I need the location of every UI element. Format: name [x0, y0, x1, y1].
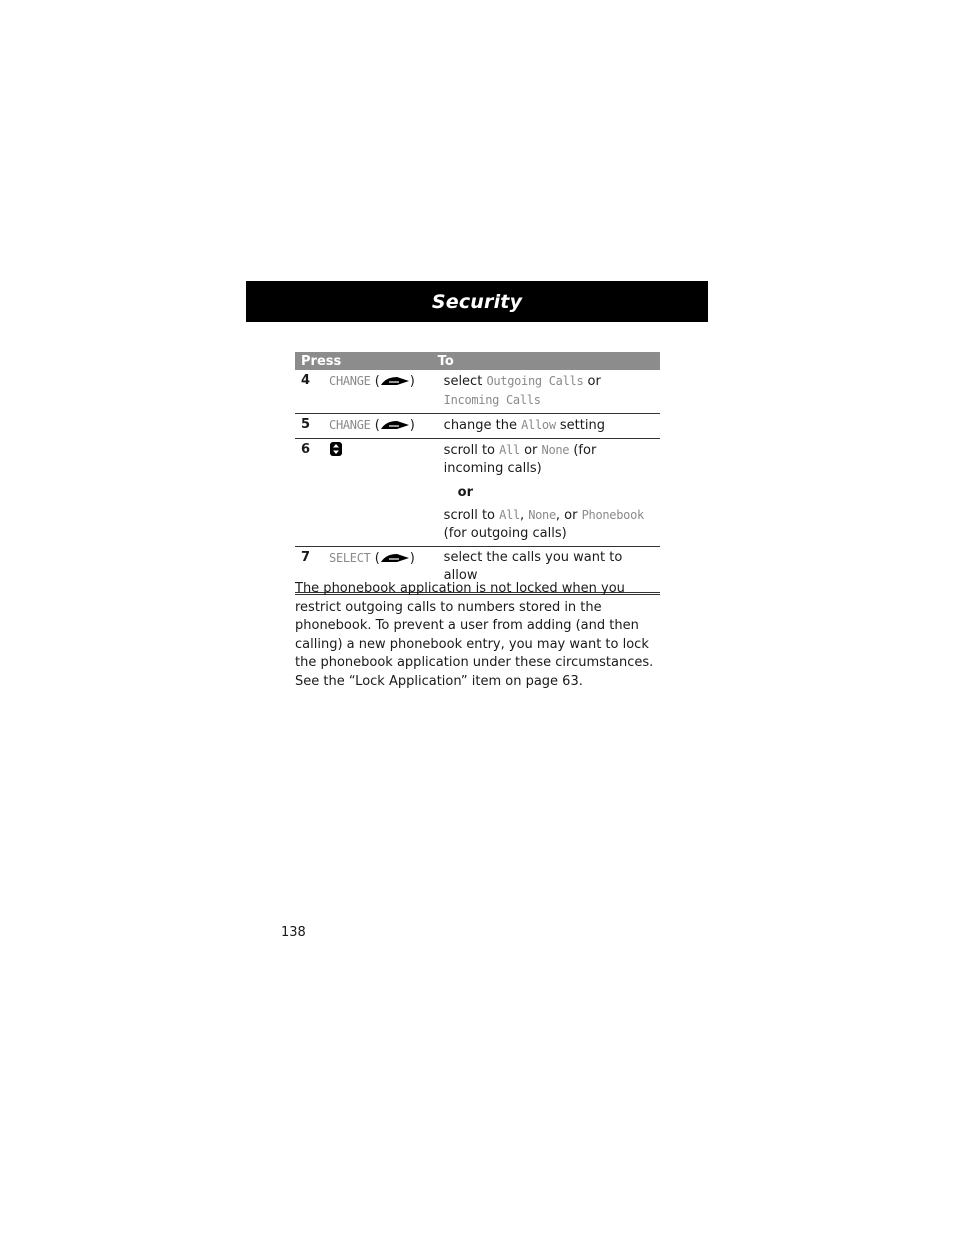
steps-table: [295, 352, 660, 595]
step-number: 7: [295, 547, 329, 594]
to-cell: [436, 370, 660, 414]
menu-option: None: [541, 443, 570, 457]
to-text: scroll to: [443, 443, 500, 458]
to-text: or: [519, 443, 542, 458]
press-cell: [329, 439, 436, 547]
section-title: Security: [431, 290, 523, 313]
menu-option: All: [499, 443, 520, 457]
to-cell: [436, 439, 660, 547]
to-text: change the: [443, 418, 522, 433]
to-text: (for outgoing calls): [443, 526, 567, 541]
to-text: or: [583, 374, 601, 389]
step-number: 5: [295, 414, 329, 439]
to-text: setting: [555, 418, 605, 433]
table-header-row: [295, 352, 660, 370]
to-text: select: [443, 374, 487, 389]
paren-open: (: [370, 551, 380, 566]
right-soft-key-icon: [380, 552, 410, 564]
table-row: [295, 370, 660, 414]
step-number: 6: [295, 439, 329, 547]
paren-close: ): [409, 374, 415, 389]
menu-option: Outgoing Calls: [486, 374, 584, 388]
to-text: (for incoming calls): [443, 443, 597, 476]
navigation-key-icon: [329, 441, 343, 457]
to-text: , or: [555, 508, 582, 523]
menu-option: None: [528, 508, 556, 522]
paren-close: ): [409, 418, 415, 433]
paren-open: (: [370, 418, 380, 433]
softkey-label: CHANGE: [329, 374, 371, 388]
menu-option: Allow: [521, 418, 556, 432]
table-row: [295, 414, 660, 439]
press-cell: [329, 414, 436, 439]
column-header-to: To: [436, 352, 660, 370]
section-header: [246, 281, 708, 322]
to-text: scroll to: [443, 508, 500, 523]
to-cell: [436, 414, 660, 439]
page-number: 138: [281, 925, 306, 940]
softkey-label: SELECT: [329, 551, 371, 565]
menu-option: Phonebook: [581, 508, 644, 522]
right-soft-key-icon: [380, 375, 410, 387]
press-cell: [329, 370, 436, 414]
body-paragraph: The phonebook application is not locked when you restrict outgoing calls to numbers stored in the phonebook. To prevent a user from adding (and then calling) a new phonebook entry, you may want to lock the phonebook application under these circumstances. See the “Lock Application” item on page 63.: [295, 581, 654, 689]
to-cell: select the calls you want to allow: [436, 547, 660, 594]
paren-open: (: [370, 374, 380, 389]
right-soft-key-icon: [380, 419, 410, 431]
to-text: ,: [519, 508, 529, 523]
to-option-a: [444, 441, 656, 478]
column-header-press: Press: [295, 352, 436, 370]
table-row: [295, 439, 660, 547]
or-separator: or: [457, 485, 474, 500]
softkey-label: CHANGE: [329, 418, 371, 432]
menu-option: Incoming Calls: [443, 393, 541, 407]
to-option-b: [444, 506, 656, 543]
paren-close: ): [409, 551, 415, 566]
menu-option: All: [499, 508, 520, 522]
step-number: 4: [295, 370, 329, 414]
